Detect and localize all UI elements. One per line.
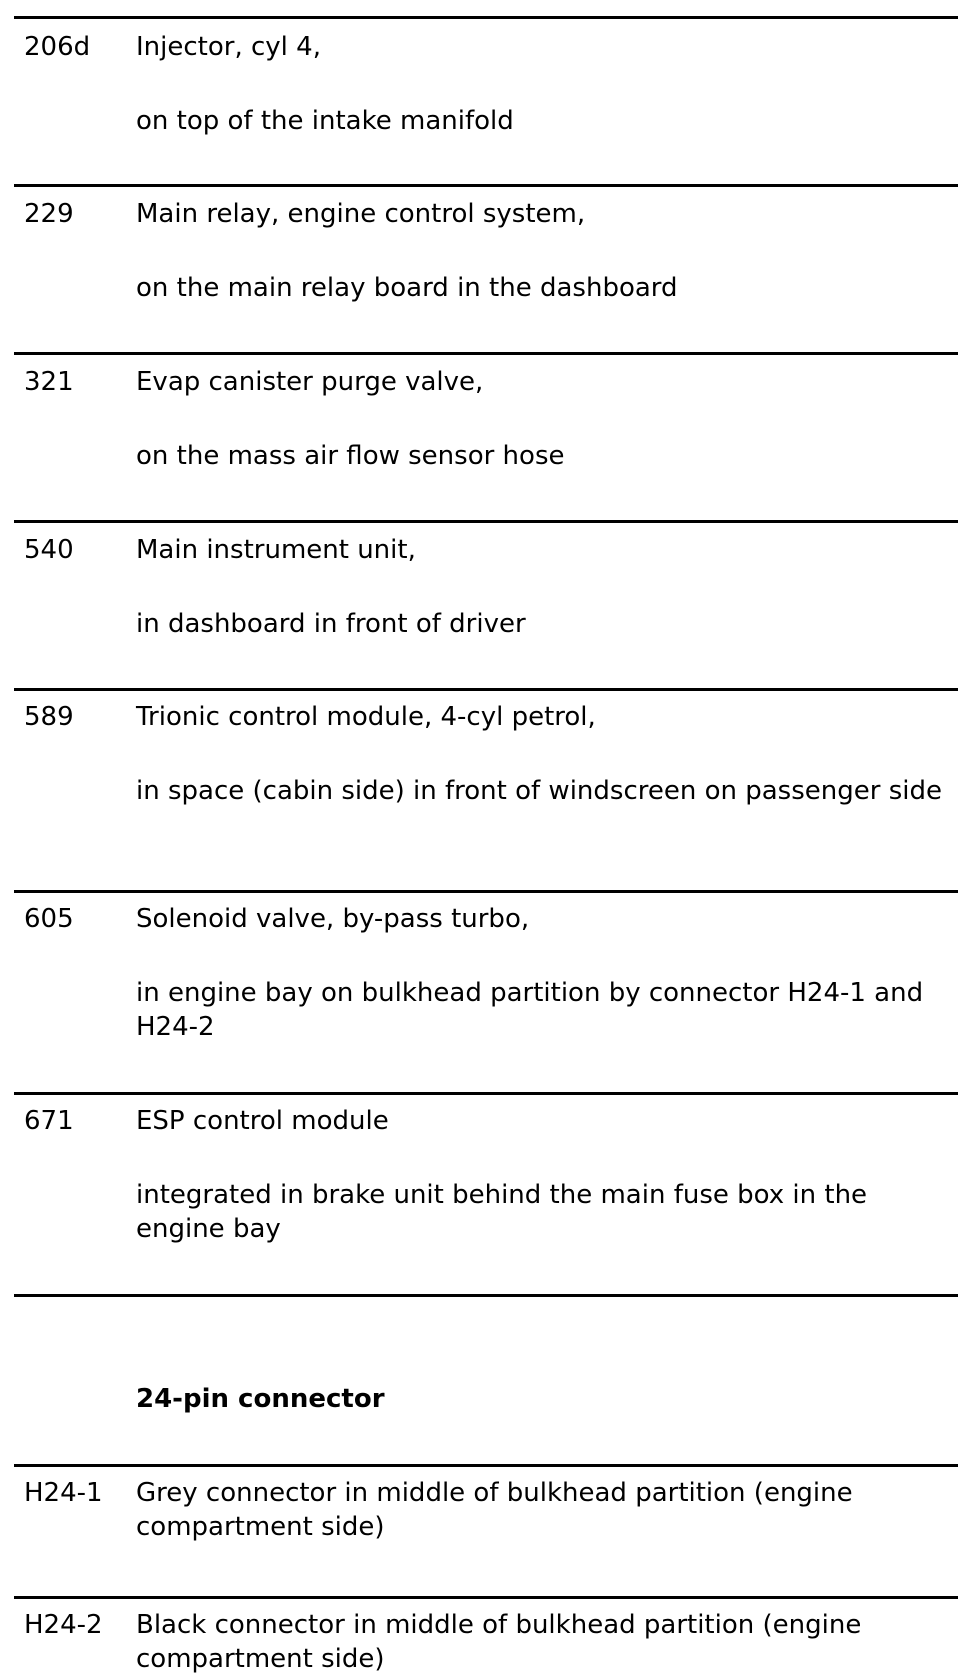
divider xyxy=(14,184,958,187)
divider xyxy=(14,520,958,523)
component-name: Evap canister purge valve, xyxy=(136,367,484,397)
component-code: 671 xyxy=(24,1106,74,1136)
component-code: 540 xyxy=(24,535,74,565)
divider xyxy=(14,1596,958,1599)
component-code: 321 xyxy=(24,367,74,397)
divider xyxy=(14,352,958,355)
component-name: Main relay, engine control system, xyxy=(136,199,586,229)
component-location: on the mass air flow sensor hose xyxy=(136,441,565,471)
connector-code: H24-2 xyxy=(24,1610,103,1640)
divider xyxy=(14,688,958,691)
connector-description: Grey connector in middle of bulkhead partition (engine compartment side) xyxy=(136,1478,853,1542)
component-code: 589 xyxy=(24,702,74,732)
divider xyxy=(14,1092,958,1095)
divider xyxy=(14,16,958,19)
component-location: integrated in brake unit behind the main fuse box in the engine bay xyxy=(136,1180,868,1244)
component-name: ESP control module xyxy=(136,1106,389,1136)
component-name: Solenoid valve, by-pass turbo, xyxy=(136,904,530,934)
connector-code: H24-1 xyxy=(24,1478,103,1508)
connector-description: Black connector in middle of bulkhead partition (engine compartment side) xyxy=(136,1610,862,1674)
component-location: on the main relay board in the dashboard xyxy=(136,273,678,303)
component-location: in dashboard in front of driver xyxy=(136,609,526,639)
divider xyxy=(14,1464,958,1467)
component-name: Main instrument unit, xyxy=(136,535,416,565)
component-name: Injector, cyl 4, xyxy=(136,32,321,62)
divider xyxy=(14,890,958,893)
component-code: 229 xyxy=(24,199,74,229)
divider xyxy=(14,1294,958,1297)
component-location: in engine bay on bulkhead partition by connector H24-1 and H24-2 xyxy=(136,978,924,1042)
component-code: 605 xyxy=(24,904,74,934)
component-name: Trionic control module, 4-cyl petrol, xyxy=(136,702,596,732)
section-heading: 24-pin connector xyxy=(136,1384,385,1414)
component-location: in space (cabin side) in front of windscreen on passenger side xyxy=(136,776,942,806)
component-code: 206d xyxy=(24,32,91,62)
component-location: on top of the intake manifold xyxy=(136,106,514,136)
